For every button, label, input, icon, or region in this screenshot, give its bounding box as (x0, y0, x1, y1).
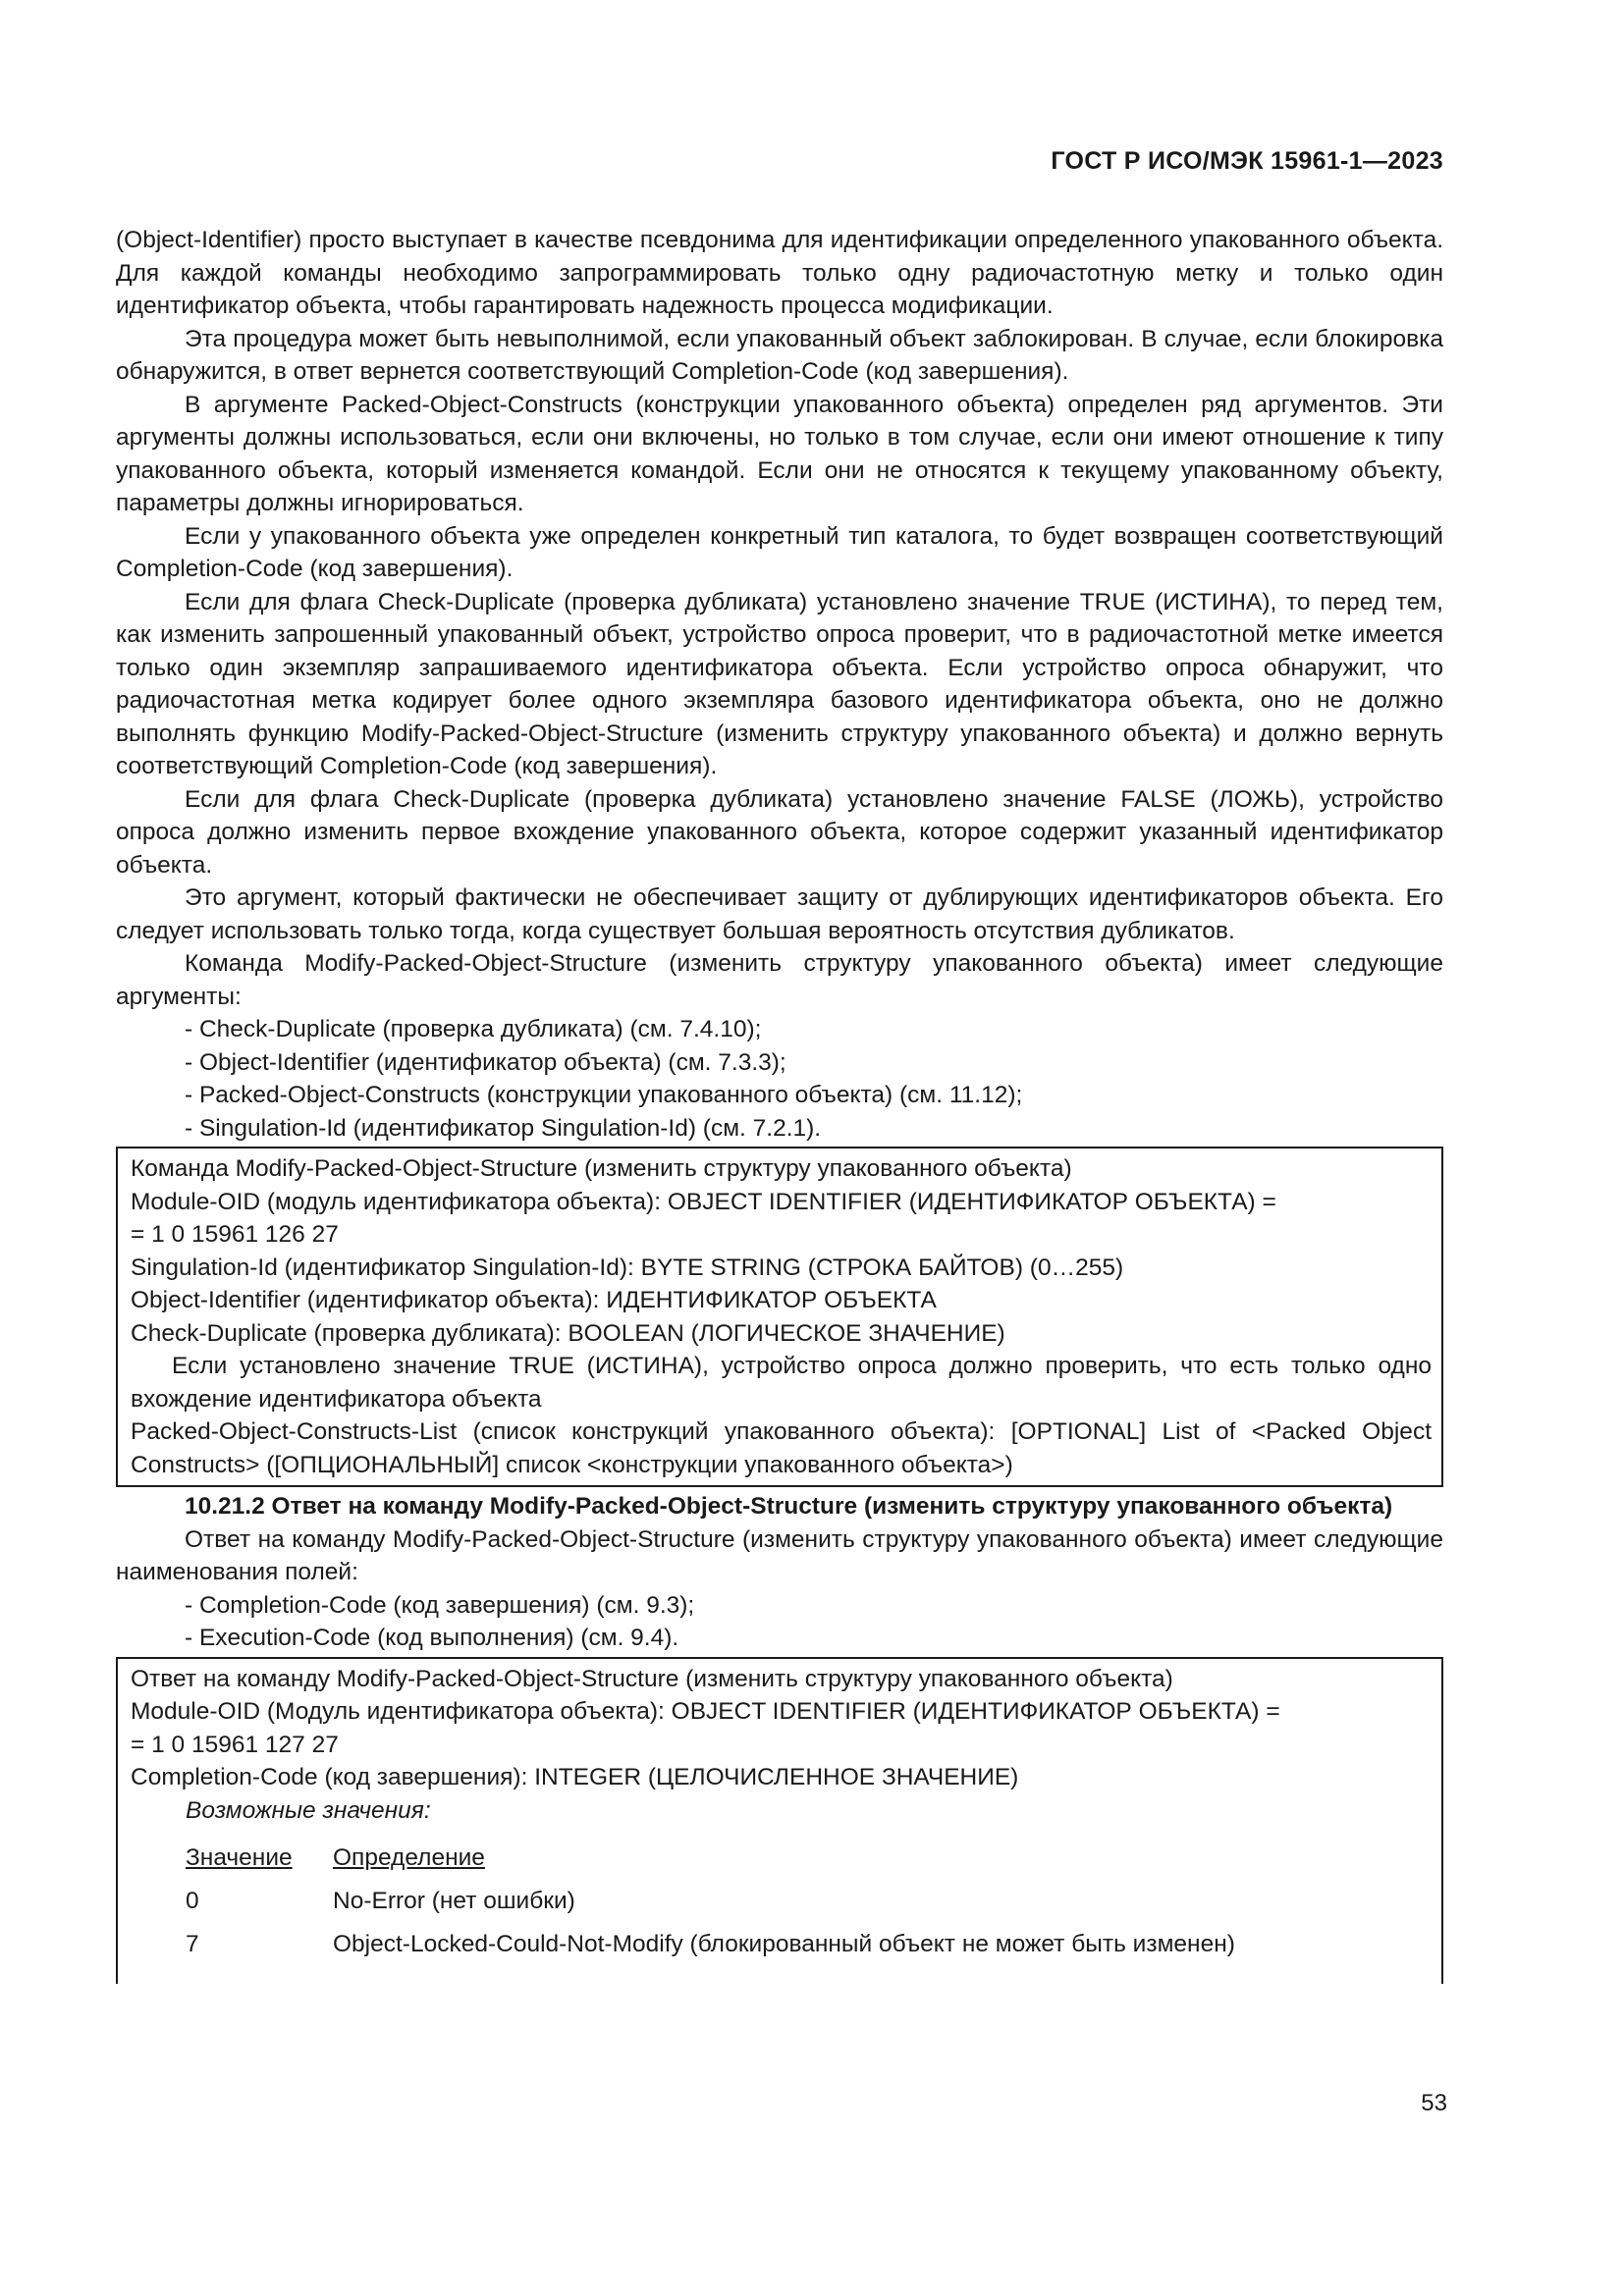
code-value: 0 (186, 1888, 199, 1915)
paragraph: Если для флага Check-Duplicate (проверка дубликата) установлено значение TRUE (ИСТИНА), то перед тем, как изменить запрошенный упакованный объект, устройство опроса проверит, что в радиочастотной метке имеется только один экземпляр запрашиваемого идентификатора объекта. Если устройство опроса обнаружит, что радиочастотная метка кодирует более одного экземпляра базового идентификатора объекта, оно не должно выполнять функцию Modify-Packed-Object-Structure (изменить структуру упакованного объекта) и должно вернуть соответствующий Completion-Code (код завершения). (116, 588, 1443, 779)
table-row (131, 1923, 1432, 1966)
module-oid-line: Module-OID (модуль идентификатора объекта): OBJECT IDENTIFIER (ИДЕНТИФИКАТОР ОБЪЕКТА) = (131, 1188, 1276, 1215)
list-item: - Execution-Code (код выполнения) (см. 9.4). (185, 1625, 679, 1651)
completion-code-table (131, 1837, 1432, 1966)
constructs-list-line: Packed-Object-Constructs-List (список конструкций упакованного объекта): [OPTIONAL] List of <Packed Object Constructs> ([ОПЦИОНАЛЬНЫЙ] список <конструкции упакованного объекта>) (131, 1418, 1432, 1478)
page-number: 53 (1421, 2090, 1447, 2116)
code-definition: No-Error (нет ошибки) (333, 1888, 575, 1915)
arguments-list (116, 1013, 1443, 1145)
list-item: - Object-Identifier (идентификатор объекта) (см. 7.3.3); (185, 1048, 786, 1076)
response-definition-box (116, 1657, 1443, 1985)
table-row (131, 1880, 1432, 1923)
paragraph: Это аргумент, который фактически не обеспечивает защиту от дублирующих идентификаторов объекта. Его следует использовать только тогда, когда существует большая вероятность отсутствия дубликатов. (116, 884, 1443, 944)
paragraph: Если для флага Check-Duplicate (проверка дубликата) установлено значение FALSE (ЛОЖЬ), устройство опроса должно изменить первое вхождение упакованного объекта, которое содержит указанный идентификатор объекта. (116, 785, 1443, 879)
column-header-definition: Определение (333, 1844, 485, 1872)
module-oid-line: Module-OID (Модуль идентификатора объекта): OBJECT IDENTIFIER (ИДЕНТИФИКАТОР ОБЪЕКТА) = (131, 1698, 1280, 1725)
list-item: - Completion-Code (код завершения) (см. 9.3); (185, 1591, 695, 1619)
response-fields-list (116, 1589, 1443, 1655)
paragraph: В аргументе Packed-Object-Constructs (конструкции упакованного объекта) определен ряд аргументов. Эти аргументы должны использоваться, если они включены, но только в том случае, если они имеют отношение к типу упакованного объекта, который изменяется командой. Если они не относятся к текущему упакованному объекту, параметры должны игнорироваться. (116, 391, 1443, 516)
check-duplicate-note: Если установлено значение TRUE (ИСТИНА), устройство опроса должно проверить, что есть только одно вхождение идентификатора объекта (131, 1353, 1432, 1413)
singulation-line: Singulation-Id (идентификатор Singulation-Id): BYTE STRING (СТРОКА БАЙТОВ) (0…255) (131, 1254, 1124, 1281)
paragraph: Команда Modify-Packed-Object-Structure (изменить структуру упакованного объекта) имеет следующие аргументы: (116, 950, 1443, 1010)
code-value: 7 (186, 1931, 199, 1958)
list-item: - Packed-Object-Constructs (конструкции упакованного объекта) (см. 11.12); (185, 1082, 1023, 1108)
paragraph: Эта процедура может быть невыполнимой, если упакованный объект заблокирован. В случае, если блокировка обнаружится, в ответ вернется соответствующий Completion-Code (код завершения). (116, 325, 1443, 385)
list-item: - Singulation-Id (идентификатор Singulation-Id) (см. 7.2.1). (185, 1114, 822, 1142)
column-header-value: Значение (186, 1844, 293, 1872)
check-duplicate-line: Check-Duplicate (проверка дубликата): BOOLEAN (ЛОГИЧЕСКОЕ ЗНАЧЕНИЕ) (131, 1319, 1005, 1347)
document-standard-header: ГОСТ Р ИСО/МЭК 15961-1—2023 (1051, 147, 1443, 175)
paragraph: Ответ на команду Modify-Packed-Object-Structure (изменить структуру упакованного объекта) имеет следующие наименования полей: (116, 1525, 1443, 1585)
table-header-row (131, 1837, 1432, 1880)
completion-code-line: Completion-Code (код завершения): INTEGER (ЦЕЛОЧИСЛЕННОЕ ЗНАЧЕНИЕ) (131, 1764, 1019, 1790)
code-definition: Object-Locked-Could-Not-Modify (блокированный объект не может быть изменен) (333, 1931, 1235, 1958)
module-oid-value: = 1 0 15961 127 27 (131, 1731, 339, 1758)
list-item: - Check-Duplicate (проверка дубликата) (см. 7.4.10); (185, 1016, 762, 1042)
page-body (116, 224, 1443, 1987)
section-heading: 10.21.2 Ответ на команду Modify-Packed-Object-Structure (изменить структуру упакованного объекта) (185, 1493, 1393, 1520)
paragraph: (Object-Identifier) просто выступает в качестве псевдонима для идентификации определенного упакованного объекта. Для каждой команды необходимо запрограммировать только одну радиочастотную метку и только один идентификатор объекта, чтобы гарантировать надежность процесса модификации. (116, 227, 1443, 319)
box-title: Команда Modify-Packed-Object-Structure (изменить структуру упакованного объекта) (131, 1155, 1072, 1182)
possible-values-label: Возможные значения: (186, 1796, 431, 1824)
box-title: Ответ на команду Modify-Packed-Object-Structure (изменить структуру упакованного объекта) (131, 1665, 1173, 1692)
paragraph: Если у упакованного объекта уже определен конкретный тип каталога, то будет возвращен соответствующий Completion-Code (код завершения). (116, 522, 1443, 582)
module-oid-value: = 1 0 15961 126 27 (131, 1221, 339, 1248)
object-identifier-line: Object-Identifier (идентификатор объекта): ИДЕНТИФИКАТОР ОБЪЕКТА (131, 1287, 937, 1313)
command-definition-box (116, 1147, 1443, 1487)
